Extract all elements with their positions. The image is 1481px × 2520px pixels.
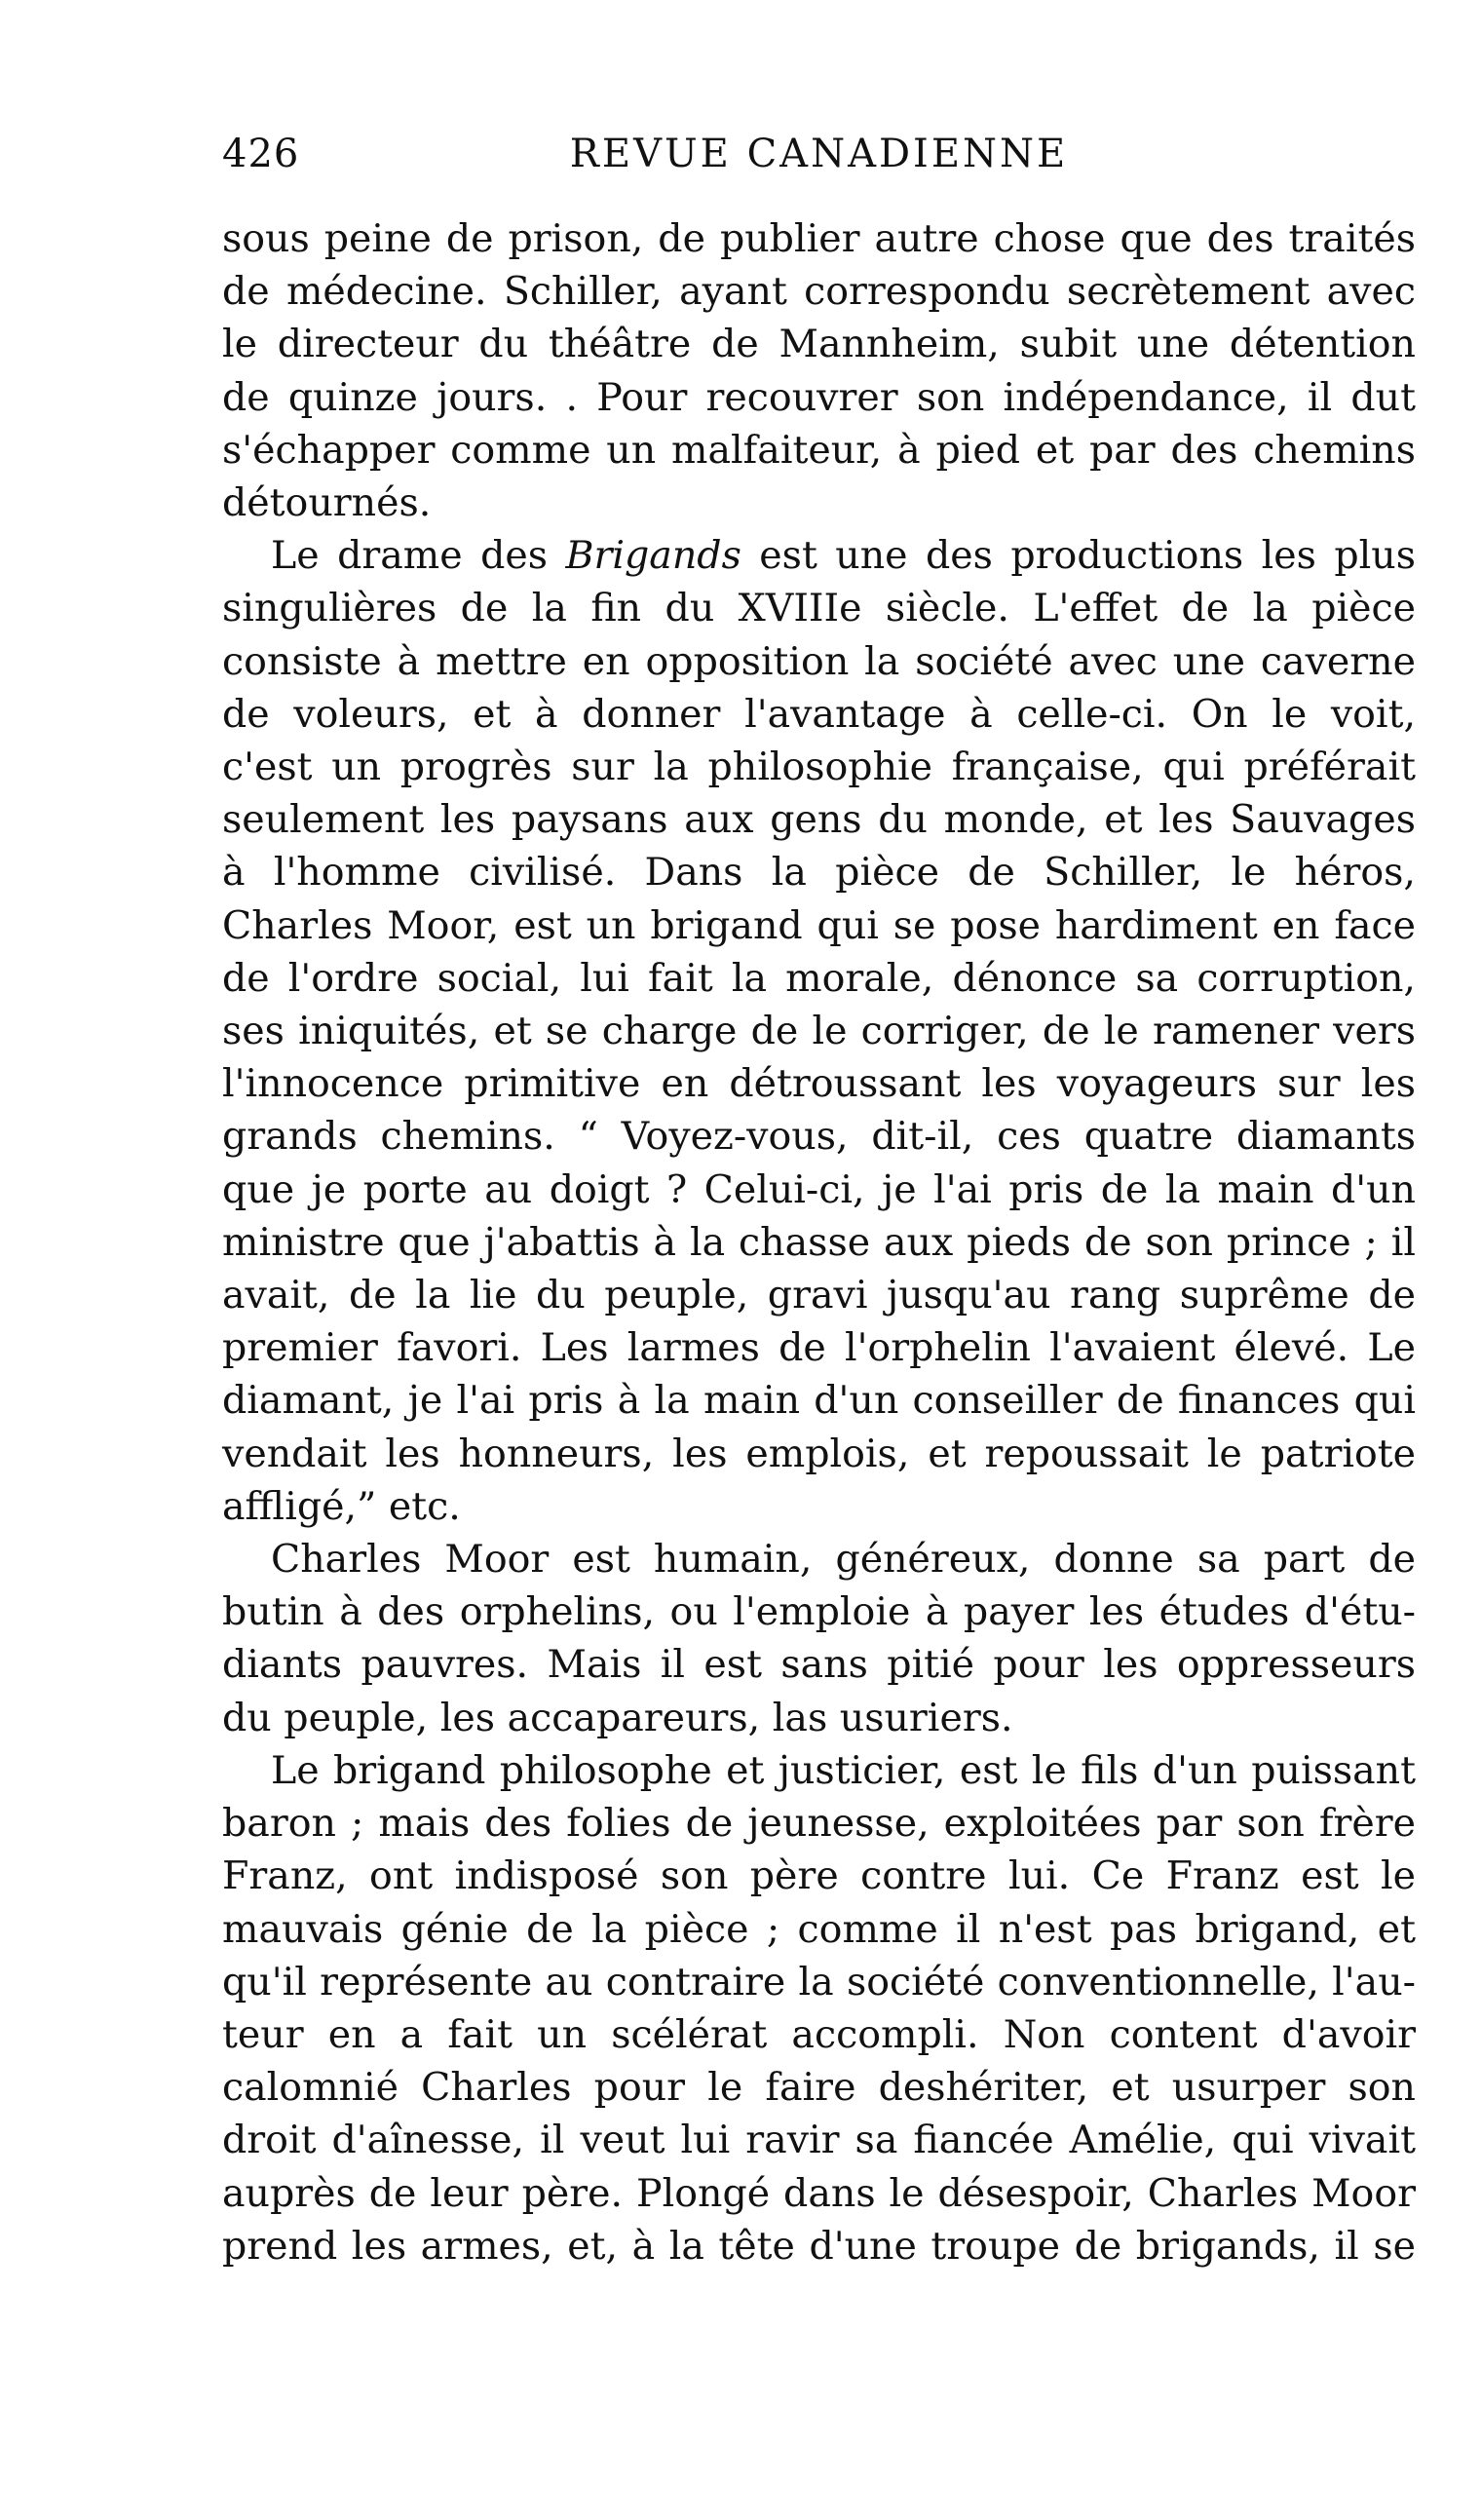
- text-line: butin à des orphelins, ou l'emploie à payer les études d'étu-: [222, 1589, 1416, 1635]
- text-line: qu'il représente au contraire la société conventionnelle, l'au-: [222, 1959, 1416, 2005]
- text-line: auprès de leur père. Plongé dans le désespoir, Charles Moor: [222, 2170, 1416, 2216]
- paragraph: [222, 212, 1416, 529]
- running-title: REVUE CANADIENNE: [569, 132, 1069, 176]
- text-line: diamant, je l'ai pris à la main d'un conseiller de finances qui: [222, 1378, 1416, 1424]
- text-line: grands chemins. “ Voyez-vous, dit-il, ces quatre diamants: [222, 1114, 1416, 1160]
- text-line: l'innocence primitive en détroussant les voyageurs sur les: [222, 1061, 1416, 1107]
- text-line: consiste à mettre en opposition la société avec une caverne: [222, 638, 1416, 684]
- running-header: [222, 132, 1416, 190]
- text-line: calomnié Charles pour le faire deshériter, et usurper son: [222, 2065, 1416, 2111]
- paragraph: [222, 1744, 1416, 2272]
- text-line: mauvais génie de la pièce ; comme il n'est pas brigand, et: [222, 1906, 1416, 1952]
- text-line: de voleurs, et à donner l'avantage à celle-ci. On le voit,: [222, 691, 1416, 737]
- text-line: avait, de la lie du peuple, gravi jusqu'au rang suprême de: [222, 1273, 1416, 1318]
- text-line: Le brigand philosophe et justicier, est le fils d'un puissant: [271, 1747, 1416, 1793]
- text-line: de quinze jours. . Pour recouvrer son indépendance, il dut: [222, 374, 1416, 420]
- text-line: prend les armes, et, à la tête d'une troupe de brigands, il se: [222, 2223, 1416, 2269]
- text-line: diants pauvres. Mais il est sans pitié pour les oppresseurs: [222, 1642, 1416, 1688]
- text-line: le directeur du théâtre de Mannheim, subit une détention: [222, 322, 1416, 367]
- text-line: baron ; mais des folies de jeunesse, exploitées par son frère: [222, 1801, 1416, 1847]
- text-line: sous peine de prison, de publier autre chose que des traités: [222, 216, 1416, 261]
- text-line: Charles Moor, est un brigand qui se pose hardiment en face: [222, 902, 1416, 948]
- text-line: Le drame des Brigands est une des productions les plus: [271, 533, 1416, 579]
- text-line: droit d'aînesse, il veut lui ravir sa fiancée Amélie, qui vivait: [222, 2118, 1416, 2163]
- text-line: s'échapper comme un malfaiteur, à pied et par des chemins: [222, 427, 1416, 473]
- page-number: 426: [222, 132, 300, 176]
- text-line: teur en a fait un scélérat accompli. Non content d'avoir: [222, 2011, 1416, 2057]
- text-line: seulement les paysans aux gens du monde, et les Sauvages: [222, 797, 1416, 843]
- text-line: singulières de la fin du XVIIIe siècle. L'effet de la pièce: [222, 586, 1416, 631]
- text-line: ministre que j'abattis à la chasse aux pieds de son prince ; il: [222, 1219, 1416, 1265]
- text-line: à l'homme civilisé. Dans la pièce de Schiller, le héros,: [222, 850, 1416, 896]
- text-line: c'est un progrès sur la philosophie française, qui préférait: [222, 745, 1416, 790]
- text-line: de l'ordre social, lui fait la morale, dénonce sa corruption,: [222, 955, 1416, 1001]
- text-line: que je porte au doigt ? Celui-ci, je l'ai pris de la main d'un: [222, 1166, 1416, 1212]
- text-line: affligé,” etc.: [222, 1483, 461, 1529]
- text-line: du peuple, les accapareurs, las usuriers.: [222, 1695, 1013, 1740]
- paragraph: [222, 1533, 1416, 1744]
- text-line: de médecine. Schiller, ayant correspondu secrètement avec: [222, 269, 1416, 315]
- text-line: vendait les honneurs, les emplois, et repoussait le patriote: [222, 1431, 1416, 1476]
- text-line: premier favori. Les larmes de l'orphelin l'avaient élevé. Le: [222, 1325, 1416, 1371]
- text-line: Franz, ont indisposé son père contre lui. Ce Franz est le: [222, 1853, 1416, 1899]
- text-line: Charles Moor est humain, généreux, donne sa part de: [271, 1537, 1416, 1583]
- text-line: ses iniquités, et se charge de le corriger, de le ramener vers: [222, 1009, 1416, 1054]
- paragraph: [222, 529, 1416, 1533]
- body-text: [222, 212, 1416, 2272]
- text-line: détournés.: [222, 480, 432, 526]
